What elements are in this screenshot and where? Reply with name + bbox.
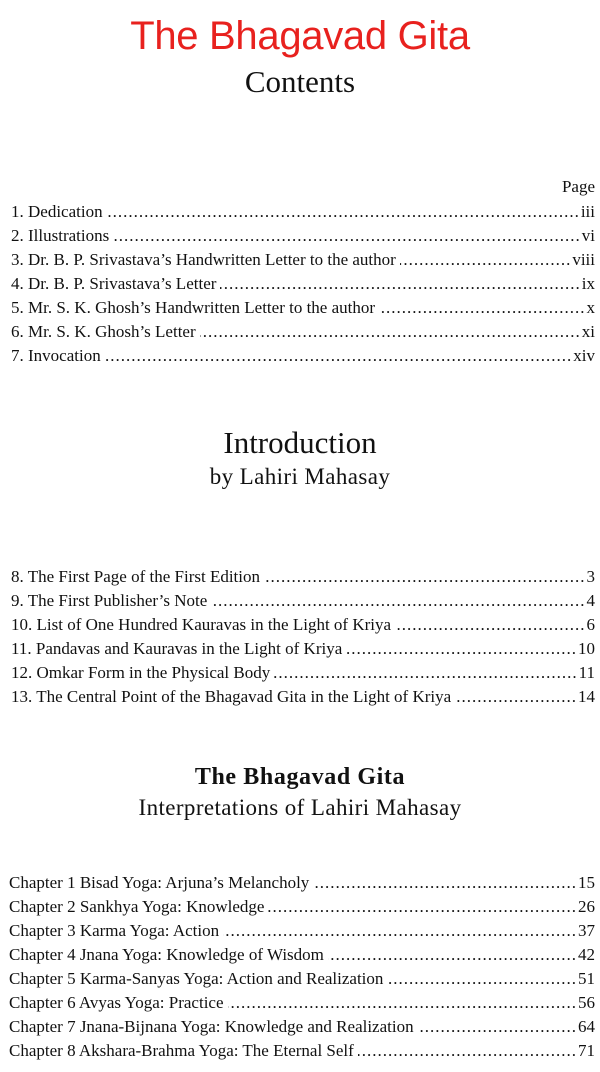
toc-entry-page: viii (572, 250, 595, 269)
toc-entry-page: 10 (578, 639, 595, 658)
toc-entry-page: xiv (573, 346, 595, 365)
chapter-entry[interactable] (9, 895, 595, 919)
toc-entry[interactable] (11, 200, 595, 224)
chapter-entry-label: Chapter 2 Sankhya Yoga: Knowledge (9, 897, 265, 916)
toc-entry-page: xi (581, 322, 595, 341)
toc-entry-label: 3. Dr. B. P. Srivastava’s Handwritten Letter to the author (11, 250, 396, 269)
toc-entry-label: 7. Invocation (11, 346, 101, 365)
chapter-entry-label: Chapter 7 Jnana-Bijnana Yoga: Knowledge and Realization (9, 1017, 414, 1036)
toc-entry-label: 5. Mr. S. K. Ghosh’s Handwritten Letter to the author (11, 298, 376, 317)
dot-leader (223, 919, 577, 943)
toc-entry[interactable] (11, 565, 595, 589)
page-column-label: Page (561, 177, 595, 196)
dot-leader (379, 296, 585, 320)
toc-entry-label: 12. Omkar Form in the Physical Body (11, 663, 271, 682)
gita-section-heading: The Bhagavad Gita (194, 764, 406, 790)
dot-leader (274, 661, 577, 685)
chapter-entry-label: Chapter 5 Karma-Sanyas Yoga: Action and Realization (9, 969, 384, 988)
toc-entry-page: 6 (586, 615, 595, 634)
chapter-entry[interactable] (9, 1039, 595, 1063)
chapter-entry-label: Chapter 1 Bisad Yoga: Arjuna’s Melancholy (9, 873, 310, 892)
toc-entry-page: 14 (578, 687, 595, 706)
chapter-entry[interactable] (9, 943, 595, 967)
dot-leader (211, 589, 585, 613)
toc-entry[interactable] (11, 296, 595, 320)
toc-entry[interactable] (11, 224, 595, 248)
toc-entry[interactable] (11, 661, 595, 685)
dot-leader (107, 200, 580, 224)
dot-leader (358, 1039, 577, 1063)
dot-leader (418, 1015, 577, 1039)
contents-heading: Contents (244, 64, 356, 99)
toc-entry[interactable] (11, 589, 595, 613)
dot-leader (105, 344, 573, 368)
toc-entry-label: 2. Illustrations (11, 226, 110, 245)
dot-leader (400, 248, 572, 272)
toc-entry-page: iii (580, 202, 595, 221)
toc-entry[interactable] (11, 248, 595, 272)
dot-leader (395, 613, 585, 637)
dot-leader (313, 871, 577, 895)
dot-leader (346, 637, 577, 661)
toc-entry[interactable] (11, 613, 595, 637)
toc-entry[interactable] (11, 637, 595, 661)
toc-entry-label: 6. Mr. S. K. Ghosh’s Letter (11, 322, 196, 341)
chapter-entry-page: 15 (578, 873, 595, 892)
dot-leader (455, 685, 577, 709)
chapter-entry-label: Chapter 3 Karma Yoga: Action (9, 921, 220, 940)
toc-entry-page: 4 (586, 591, 595, 610)
chapter-entry-page: 64 (578, 1017, 595, 1036)
chapter-entry-label: Chapter 4 Jnana Yoga: Knowledge of Wisdom (9, 945, 324, 964)
toc-entry[interactable] (11, 272, 595, 296)
gita-section-subheading: Interpretations of Lahiri Mahasay (138, 795, 462, 820)
toc-entry-page: vi (581, 226, 595, 245)
dot-leader (113, 224, 581, 248)
toc-entry-label: 13. The Central Point of the Bhagavad Gita in the Light of Kriya (11, 687, 452, 706)
introduction-heading: Introduction (223, 425, 377, 460)
chapter-entry[interactable] (9, 991, 595, 1015)
toc-entry-label: 1. Dedication (11, 202, 103, 221)
toc-entry[interactable] (11, 685, 595, 709)
toc-entry-page: 3 (586, 567, 595, 586)
chapter-entry[interactable] (9, 1015, 595, 1039)
chapter-entry-page: 71 (578, 1041, 595, 1060)
chapter-entry-page: 37 (578, 921, 595, 940)
chapter-entry[interactable] (9, 919, 595, 943)
chapter-entry-page: 56 (578, 993, 595, 1012)
dot-leader (387, 967, 577, 991)
toc-entry-page: ix (581, 274, 595, 293)
toc-entry[interactable] (11, 344, 595, 368)
dot-leader (200, 320, 581, 344)
toc-entry-label: 9. The First Publisher’s Note (11, 591, 208, 610)
front-matter-list (11, 200, 595, 368)
toc-entry-label: 4. Dr. B. P. Srivastava’s Letter (11, 274, 217, 293)
dot-leader (264, 565, 585, 589)
dot-leader (328, 943, 577, 967)
dot-leader (268, 895, 577, 919)
chapter-entry-label: Chapter 8 Akshara-Brahma Yoga: The Eternal Self (9, 1041, 354, 1060)
chapter-entry-page: 51 (578, 969, 595, 988)
toc-entry-label: 10. List of One Hundred Kauravas in the Light of Kriya (11, 615, 392, 634)
introduction-subheading: by Lahiri Mahasay (209, 464, 391, 489)
introduction-list (11, 565, 595, 709)
toc-entry-label: 11. Pandavas and Kauravas in the Light of Kriya (11, 639, 343, 658)
chapter-entry-label: Chapter 6 Avyas Yoga: Practice (9, 993, 224, 1012)
chapter-entry-page: 26 (578, 897, 595, 916)
dot-leader (228, 991, 577, 1015)
toc-entry-page: x (586, 298, 595, 317)
toc-entry-label: 8. The First Page of the First Edition (11, 567, 261, 586)
chapter-list (9, 871, 595, 1063)
chapter-entry-page: 42 (578, 945, 595, 964)
toc-entry-page: 11 (578, 663, 595, 682)
toc-entry[interactable] (11, 320, 595, 344)
book-title: The Bhagavad Gita (130, 14, 470, 58)
chapter-entry[interactable] (9, 967, 595, 991)
chapter-entry[interactable] (9, 871, 595, 895)
dot-leader (220, 272, 580, 296)
